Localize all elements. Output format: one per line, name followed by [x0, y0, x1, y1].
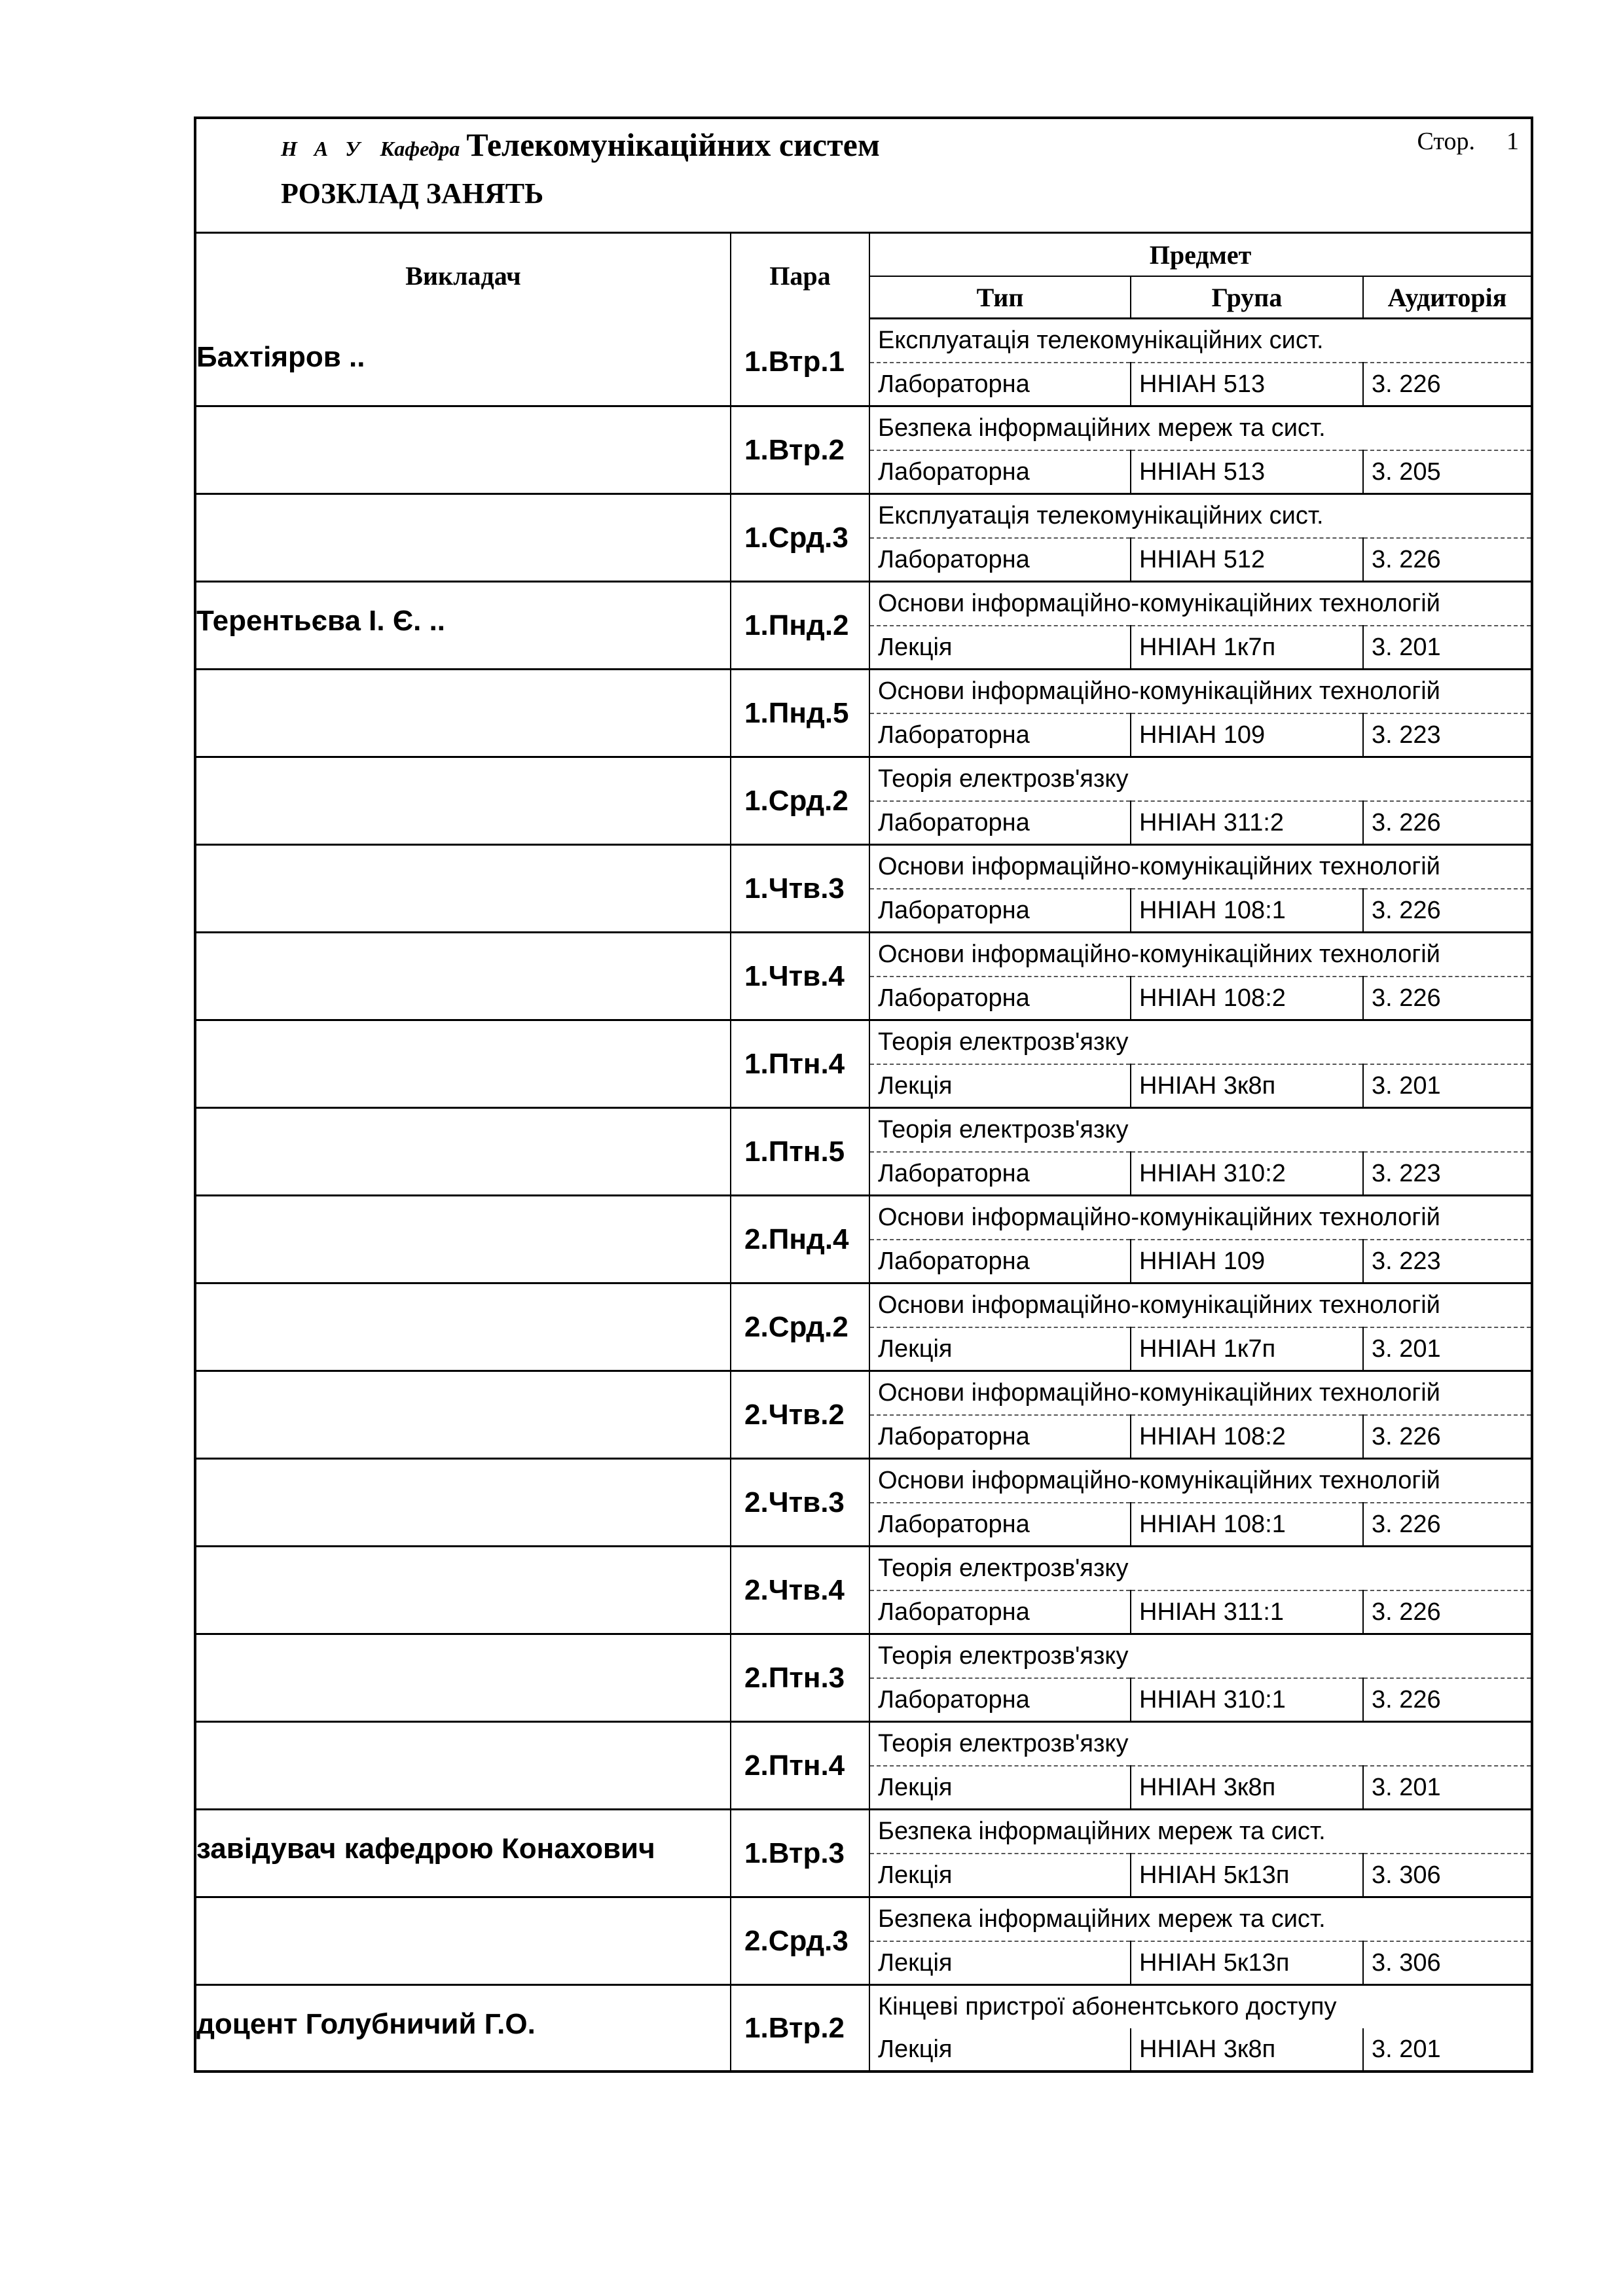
subject-cell: Теорія електрозв'язку [869, 1108, 1531, 1153]
subject-cell: Кінцеві пристрої абонентського доступу [878, 1993, 1337, 2020]
group-cell: ННІАН 5к13п [1131, 1854, 1363, 1897]
group-cell: ННІАН 311:1 [1131, 1590, 1363, 1634]
para-cell: 1.Чтв.3 [731, 845, 869, 933]
teacher-name [196, 495, 730, 517]
room-cell: 3. 306 [1363, 1854, 1531, 1897]
teacher-name: завідувач кафедрою Конахович [196, 1833, 655, 1865]
room-cell: 3. 223 [1363, 1240, 1531, 1283]
table-row [196, 1897, 1531, 1942]
teacher-cell [196, 670, 731, 757]
table-row [196, 1985, 1531, 2029]
group-cell: ННІАН 513 [1131, 450, 1363, 494]
teacher-name [196, 758, 730, 780]
teacher-name [196, 670, 730, 692]
type-cell: Лабораторна [869, 713, 1131, 757]
room-cell: 3. 201 [1363, 626, 1531, 670]
table-row [196, 582, 1531, 626]
schedule-sheet [194, 117, 1533, 2073]
type-cell: Лекція [869, 1854, 1131, 1897]
para-cell: 1.Птн.5 [731, 1108, 869, 1196]
subject-cell: Теорія електрозв'язку [869, 757, 1531, 802]
table-row [196, 1634, 1531, 1679]
group-cell: ННІАН 108:1 [1131, 1503, 1363, 1547]
group-cell: ННІАН 3к8п [1131, 1064, 1363, 1108]
subject-cell: Теорія електрозв'язку [869, 1634, 1531, 1679]
para-cell: 2.Птн.4 [731, 1722, 869, 1810]
table-row [196, 1810, 1531, 1854]
type-cell: Лекція [869, 2028, 1131, 2070]
subject-cell: Теорія електрозв'язку [869, 1020, 1531, 1065]
teacher-cell [196, 319, 731, 406]
para-cell: 2.Птн.3 [731, 1634, 869, 1722]
column-header-group: Група [1131, 276, 1363, 319]
column-header-para: Пара [731, 234, 869, 319]
teacher-cell [196, 1547, 731, 1634]
teacher-name [196, 1196, 730, 1219]
table-row [196, 933, 1531, 977]
group-cell: ННІАН 1к7п [1131, 1327, 1363, 1371]
teacher-cell [196, 1810, 731, 1897]
room-cell: 3. 223 [1363, 713, 1531, 757]
para-cell: 1.Втр.3 [731, 1810, 869, 1897]
schedule-table [196, 234, 1531, 2070]
table-row [196, 1547, 1531, 1591]
teacher-name [196, 1284, 730, 1306]
page-header [196, 119, 1531, 234]
para-cell: 1.Птн.4 [731, 1020, 869, 1108]
header-title-line [281, 126, 880, 164]
room-cell: 3. 201 [1363, 1766, 1531, 1810]
group-cell: ННІАН 108:2 [1131, 1415, 1363, 1459]
subject-cell: Теорія електрозв'язку [869, 1547, 1531, 1591]
teacher-name [196, 1547, 730, 1570]
teacher-cell [196, 1371, 731, 1459]
para-cell: 2.Пнд.4 [731, 1196, 869, 1283]
teacher-cell [196, 1634, 731, 1722]
type-cell: Лекція [869, 1064, 1131, 1108]
column-header-teacher: Викладач [196, 234, 731, 319]
teacher-cell [196, 933, 731, 1020]
type-cell: Лабораторна [869, 450, 1131, 494]
type-cell: Лабораторна [869, 977, 1131, 1020]
subject-cell: Теорія електрозв'язку [869, 1722, 1531, 1767]
type-cell: Лабораторна [869, 1415, 1131, 1459]
teacher-name [196, 1635, 730, 1657]
document-title: РОЗКЛАД ЗАНЯТЬ [281, 177, 544, 209]
group-cell: ННІАН 310:1 [1131, 1678, 1363, 1722]
schedule-rows [196, 319, 1531, 2071]
para-cell: 2.Срд.2 [731, 1283, 869, 1371]
group-cell: ННІАН 311:2 [1131, 801, 1363, 845]
subject-cell: Основи інформаційно-комунікаційних технологій [869, 1459, 1531, 1503]
teacher-cell [196, 1722, 731, 1810]
room-cell: 3. 226 [1363, 1503, 1531, 1547]
table-row [196, 319, 1531, 363]
para-cell: 1.Пнд.2 [731, 582, 869, 670]
table-row [196, 845, 1531, 889]
room-cell: 3. 306 [1363, 1941, 1531, 1985]
table-row [196, 406, 1531, 451]
teacher-name: доцент Голубничий Г.О. [196, 2008, 536, 2040]
subject-cell: Основи інформаційно-комунікаційних технологій [869, 933, 1531, 977]
teacher-name [196, 1460, 730, 1482]
room-cell: 3. 226 [1363, 889, 1531, 933]
table-row [196, 1371, 1531, 1416]
teacher-cell [196, 1196, 731, 1283]
group-cell: ННІАН 108:2 [1131, 977, 1363, 1020]
para-cell: 2.Срд.3 [731, 1897, 869, 1985]
group-cell: ННІАН 3к8п [1131, 2028, 1363, 2070]
table-row [196, 1283, 1531, 1328]
table-row [196, 1196, 1531, 1240]
teacher-name [196, 407, 730, 429]
column-header-type: Тип [869, 276, 1131, 319]
teacher-name [196, 1372, 730, 1394]
subject-cell: Основи інформаційно-комунікаційних технологій [869, 1371, 1531, 1416]
teacher-cell [196, 1020, 731, 1108]
room-cell: 3. 226 [1363, 801, 1531, 845]
teacher-name [196, 1109, 730, 1131]
table-row [196, 1020, 1531, 1065]
group-cell: ННІАН 108:1 [1131, 889, 1363, 933]
teacher-name [196, 1898, 730, 1920]
room-cell: 3. 226 [1363, 1678, 1531, 1722]
type-cell: Лабораторна [869, 538, 1131, 582]
subject-cell: Безпека інформаційних мереж та сист. [869, 1897, 1531, 1942]
type-cell: Лабораторна [869, 1240, 1131, 1283]
type-cell: Лабораторна [869, 889, 1131, 933]
type-cell: Лабораторна [869, 1678, 1131, 1722]
subject-cell: Основи інформаційно-комунікаційних технологій [869, 582, 1531, 626]
group-cell: ННІАН 109 [1131, 713, 1363, 757]
subject-cell: Безпека інформаційних мереж та сист. [869, 1810, 1531, 1854]
teacher-cell [196, 1108, 731, 1196]
university-abbr: Н А У [281, 137, 366, 160]
room-cell: 3. 201 [1363, 1327, 1531, 1371]
para-cell: 2.Чтв.2 [731, 1371, 869, 1459]
room-cell: 3. 226 [1363, 977, 1531, 1020]
teacher-name: Бахтіяров .. [196, 340, 365, 373]
para-cell: 1.Чтв.4 [731, 933, 869, 1020]
subject-cell: Експлуатація телекомунікаційних сист. [869, 494, 1531, 539]
subject-cell: Експлуатація телекомунікаційних сист. [869, 319, 1531, 363]
teacher-cell [196, 1985, 731, 2071]
subject-cell: Основи інформаційно-комунікаційних технологій [869, 670, 1531, 714]
group-cell: ННІАН 1к7п [1131, 626, 1363, 670]
teacher-cell [196, 406, 731, 494]
teacher-name [196, 933, 730, 956]
teacher-cell [196, 1283, 731, 1371]
room-cell: 3. 226 [1363, 1415, 1531, 1459]
para-cell: 1.Втр.2 [731, 1985, 869, 2071]
room-cell: 3. 226 [1363, 363, 1531, 406]
subject-cell: Безпека інформаційних мереж та сист. [869, 406, 1531, 451]
room-cell: 3. 205 [1363, 450, 1531, 494]
subject-cell: Основи інформаційно-комунікаційних технологій [869, 1196, 1531, 1240]
type-cell: Лекція [869, 1941, 1131, 1985]
table-row [196, 1722, 1531, 1767]
type-cell: Лабораторна [869, 1503, 1131, 1547]
para-cell: 1.Срд.2 [731, 757, 869, 845]
teacher-cell [196, 1459, 731, 1547]
table-row [196, 1108, 1531, 1153]
para-cell: 1.Срд.3 [731, 494, 869, 582]
type-cell: Лекція [869, 1766, 1131, 1810]
subject-cell: Основи інформаційно-комунікаційних технологій [869, 1283, 1531, 1328]
type-cell: Лабораторна [869, 1152, 1131, 1196]
para-cell: 1.Пнд.5 [731, 670, 869, 757]
room-cell: 3. 223 [1363, 1152, 1531, 1196]
kafedra-label: Кафедра [380, 137, 460, 160]
teacher-cell [196, 582, 731, 670]
type-cell: Лекція [869, 1327, 1131, 1371]
group-cell: ННІАН 3к8п [1131, 1766, 1363, 1810]
group-cell: ННІАН 512 [1131, 538, 1363, 582]
column-header-subject: Предмет [869, 234, 1531, 276]
page-number-block [1417, 127, 1519, 156]
para-cell: 2.Чтв.3 [731, 1459, 869, 1547]
group-cell: ННІАН 5к13п [1131, 1941, 1363, 1985]
room-cell: 3. 201 [1372, 2035, 1441, 2063]
table-row [196, 670, 1531, 714]
group-cell: ННІАН 513 [1131, 363, 1363, 406]
room-cell: 3. 226 [1363, 538, 1531, 582]
group-cell: ННІАН 310:2 [1131, 1152, 1363, 1196]
room-cell: 3. 226 [1363, 1590, 1531, 1634]
teacher-cell [196, 757, 731, 845]
type-cell: Лабораторна [869, 801, 1131, 845]
group-cell: ННІАН 109 [1131, 1240, 1363, 1283]
type-cell: Лабораторна [869, 363, 1131, 406]
para-cell: 2.Чтв.4 [731, 1547, 869, 1634]
type-cell: Лабораторна [869, 1590, 1131, 1634]
teacher-name [196, 1723, 730, 1745]
teacher-name: Терентьєва І. Є. .. [196, 605, 446, 637]
teacher-name [196, 846, 730, 868]
page-number: 1 [1506, 128, 1519, 155]
table-row [196, 757, 1531, 802]
subject-cell: Основи інформаційно-комунікаційних технологій [869, 845, 1531, 889]
teacher-cell [196, 494, 731, 582]
column-header-room: Аудиторія [1363, 276, 1531, 319]
department-name: Телекомунікаційних систем [466, 126, 880, 163]
table-row [196, 1459, 1531, 1503]
teacher-cell [196, 1897, 731, 1985]
para-cell: 1.Втр.2 [731, 406, 869, 494]
para-cell: 1.Втр.1 [731, 319, 869, 406]
teacher-name [196, 1021, 730, 1043]
page-label: Стор. [1417, 128, 1475, 155]
teacher-cell [196, 845, 731, 933]
type-cell: Лекція [869, 626, 1131, 670]
table-row [196, 494, 1531, 539]
room-cell: 3. 201 [1363, 1064, 1531, 1108]
